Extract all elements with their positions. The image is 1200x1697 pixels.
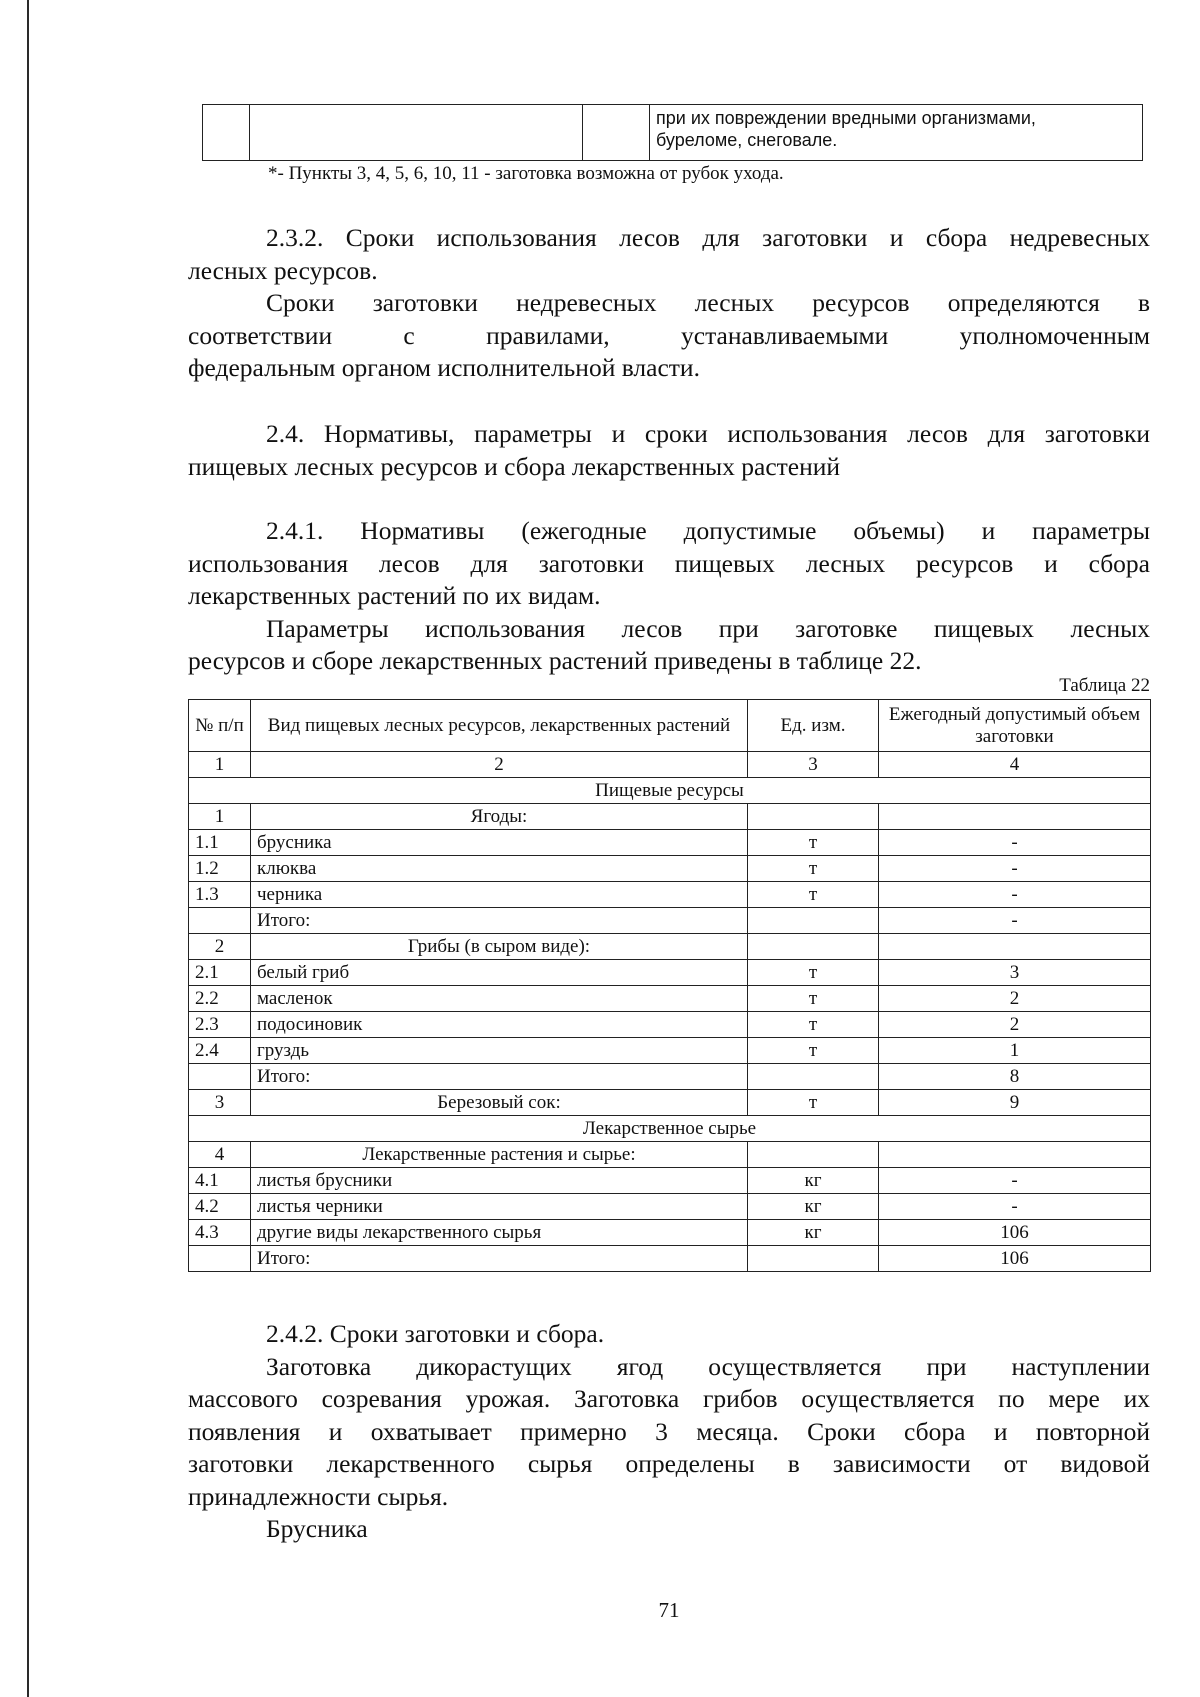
table-row — [189, 1064, 1151, 1090]
row-name: листья черники — [251, 1194, 748, 1220]
row-num: 4.1 — [189, 1168, 251, 1194]
text-line: использования лесов для заготовки пищевых лесных ресурсов и сбора — [188, 548, 1150, 578]
row-num: 4 — [189, 1142, 251, 1168]
section-2-4-2 — [188, 1318, 1150, 1546]
row-value: - — [879, 908, 1151, 934]
row-value: 106 — [879, 1246, 1151, 1272]
table-row — [189, 1246, 1151, 1272]
row-value — [879, 804, 1151, 830]
section-row-food — [189, 778, 1151, 804]
table-row — [189, 1142, 1151, 1168]
row-unit: т — [748, 986, 879, 1012]
text-line: Параметры использования лесов при заготовке пищевых лесных — [266, 613, 1150, 643]
row-name: Итого: — [251, 908, 748, 934]
row-num: 2 — [189, 934, 251, 960]
row-num: 1.2 — [189, 856, 251, 882]
text-line: принадлежности сырья. — [188, 1481, 449, 1511]
row-name: другие виды лекарственного сырья — [251, 1220, 748, 1246]
section-title-med: Лекарственное сырье — [189, 1116, 1151, 1142]
row-unit — [748, 908, 879, 934]
section-2-4-heading — [188, 418, 1150, 483]
text-line: 2.4.1. Нормативы (ежегодные допустимые объемы) и параметры — [266, 516, 1150, 545]
text-line: федеральным органом исполнительной власти. — [188, 353, 700, 382]
text-line: появления и охватывает примерно 3 месяца. Сроки сбора и повторной — [188, 1416, 1150, 1446]
row-num: 4.3 — [189, 1220, 251, 1246]
document-page — [188, 0, 1150, 1697]
row-value — [879, 934, 1151, 960]
continuation-table — [202, 104, 1143, 161]
table-row — [203, 105, 1143, 161]
row-num: 3 — [189, 1090, 251, 1116]
row-value: 2 — [879, 986, 1151, 1012]
text-line: заготовки лекарственного сырья определены в зависимости от видовой — [188, 1449, 1150, 1478]
row-unit — [748, 934, 879, 960]
table-header-row — [189, 700, 1151, 752]
row-value: 1 — [879, 1038, 1151, 1064]
text-line: лекарственных растений по их видам. — [188, 581, 601, 610]
row-value: - — [879, 830, 1151, 856]
table-row — [189, 986, 1151, 1012]
row-num: 1.3 — [189, 882, 251, 908]
row-value: - — [879, 882, 1151, 908]
row-value: - — [879, 1168, 1151, 1194]
table-cell — [583, 105, 650, 161]
row-name: Итого: — [251, 1064, 748, 1090]
row-name: подосиновик — [251, 1012, 748, 1038]
resources-table — [188, 699, 1151, 1272]
row-name: Ягоды: — [251, 804, 748, 830]
row-unit — [748, 1246, 879, 1272]
row-name: клюква — [251, 856, 748, 882]
col-number: 1 — [189, 752, 251, 778]
table-cell — [203, 105, 250, 161]
table-cell — [250, 105, 583, 161]
row-unit: т — [748, 960, 879, 986]
text-line: 2.4.2. Сроки заготовки и сбора. — [266, 1319, 605, 1348]
row-num: 2.2 — [189, 986, 251, 1012]
continuation-text-line-2: буреломе, снеговале. — [656, 130, 838, 150]
table-row — [189, 1168, 1151, 1194]
footnote: *- Пункты 3, 4, 5, 6, 10, 11 - заготовка возможна от рубок ухода. — [268, 163, 784, 184]
row-num: 1 — [189, 804, 251, 830]
table-row — [189, 856, 1151, 882]
row-num: 2.4 — [189, 1038, 251, 1064]
row-name: Лекарственные растения и сырье: — [251, 1142, 748, 1168]
table-row — [189, 1220, 1151, 1246]
row-unit: кг — [748, 1194, 879, 1220]
table-row — [189, 1012, 1151, 1038]
text-line: соответствии с правилами, устанавливаемыми уполномоченным — [188, 320, 1150, 350]
row-value: - — [879, 1194, 1151, 1220]
row-unit: т — [748, 856, 879, 882]
row-unit: кг — [748, 1168, 879, 1194]
text-line: Сроки заготовки недревесных лесных ресурсов определяются в — [266, 288, 1150, 317]
row-unit — [748, 804, 879, 830]
continuation-text-line-1: при их повреждении вредными организмами, — [656, 108, 1036, 128]
table-cell — [650, 105, 1143, 161]
row-value: 8 — [879, 1064, 1151, 1090]
row-num — [189, 908, 251, 934]
row-name: Итого: — [251, 1246, 748, 1272]
section-title-food: Пищевые ресурсы — [189, 778, 1151, 804]
column-number-row — [189, 752, 1151, 778]
row-num: 4.2 — [189, 1194, 251, 1220]
row-unit: т — [748, 882, 879, 908]
row-value: 9 — [879, 1090, 1151, 1116]
text-line: 2.3.2. Сроки использования лесов для заготовки и сбора недревесных — [266, 223, 1150, 252]
row-unit — [748, 1064, 879, 1090]
col-number: 2 — [251, 752, 748, 778]
row-name: Березовый сок: — [251, 1090, 748, 1116]
row-num — [189, 1246, 251, 1272]
header-num: № п/п — [189, 700, 251, 752]
text-line: Брусника — [266, 1514, 368, 1543]
table-row — [189, 1194, 1151, 1220]
text-line: 2.4. Нормативы, параметры и сроки использования лесов для заготовки — [266, 419, 1150, 448]
row-value: 3 — [879, 960, 1151, 986]
row-value: - — [879, 856, 1151, 882]
text-line: ресурсов и сборе лекарственных растений приведены в таблице 22. — [188, 646, 922, 675]
text-line: массового созревания урожая. Заготовка грибов осуществляется по мере их — [188, 1384, 1150, 1413]
table-row — [189, 1090, 1151, 1116]
table-row — [189, 830, 1151, 856]
row-unit: т — [748, 1038, 879, 1064]
row-num: 1.1 — [189, 830, 251, 856]
row-unit: кг — [748, 1220, 879, 1246]
table-row — [189, 960, 1151, 986]
table-caption: Таблица 22 — [1059, 675, 1150, 696]
table-row — [189, 804, 1151, 830]
col-number: 4 — [879, 752, 1151, 778]
table-row — [189, 882, 1151, 908]
header-kind: Вид пищевых лесных ресурсов, лекарственных растений — [251, 700, 748, 752]
row-name: масленок — [251, 986, 748, 1012]
row-name: груздь — [251, 1038, 748, 1064]
section-2-3-2 — [188, 222, 1150, 385]
text-line: лесных ресурсов. — [188, 255, 378, 285]
row-name: черника — [251, 882, 748, 908]
row-num: 2.1 — [189, 960, 251, 986]
table-row — [189, 1038, 1151, 1064]
row-name: листья брусники — [251, 1168, 748, 1194]
row-value: 2 — [879, 1012, 1151, 1038]
row-name: брусника — [251, 830, 748, 856]
table-row — [189, 908, 1151, 934]
header-volume: Ежегодный допустимый объем заготовки — [879, 700, 1151, 752]
row-name: белый гриб — [251, 960, 748, 986]
row-num: 2.3 — [189, 1012, 251, 1038]
table-row — [189, 934, 1151, 960]
text-line: пищевых лесных ресурсов и сбора лекарственных растений — [188, 451, 841, 481]
row-value — [879, 1142, 1151, 1168]
scan-edge-line — [27, 0, 29, 1697]
row-name: Грибы (в сыром виде): — [251, 934, 748, 960]
section-2-4-1 — [188, 515, 1150, 678]
page-number: 71 — [658, 1598, 680, 1622]
section-row-med — [189, 1116, 1151, 1142]
row-unit: т — [748, 1090, 879, 1116]
row-value: 106 — [879, 1220, 1151, 1246]
header-unit: Ед. изм. — [748, 700, 879, 752]
row-num — [189, 1064, 251, 1090]
col-number: 3 — [748, 752, 879, 778]
row-unit: т — [748, 1012, 879, 1038]
row-unit — [748, 1142, 879, 1168]
row-unit: т — [748, 830, 879, 856]
text-line: Заготовка дикорастущих ягод осуществляется при наступлении — [266, 1351, 1150, 1381]
